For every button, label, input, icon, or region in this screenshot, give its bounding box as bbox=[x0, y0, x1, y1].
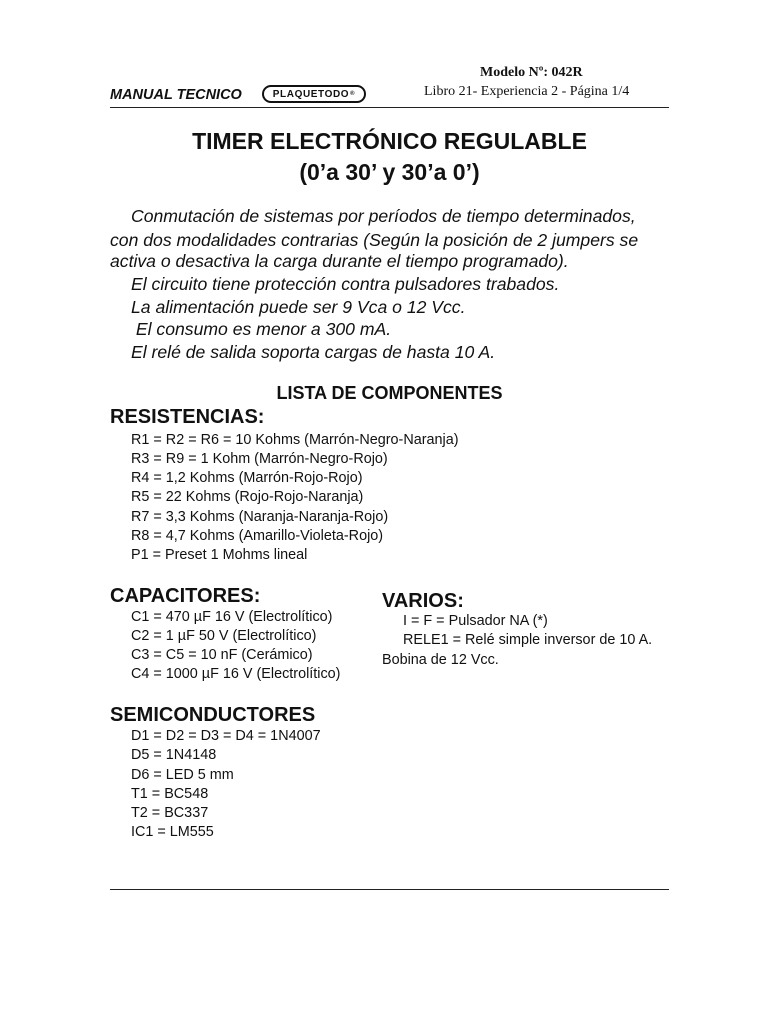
semiconductor-item: D5 = 1N4148 bbox=[131, 747, 217, 763]
intro-line: activa o desactiva la carga durante el tiempo programado). bbox=[110, 251, 569, 271]
intro-line: El circuito tiene protección contra pulsadores trabados. bbox=[131, 274, 560, 294]
components-heading: LISTA DE COMPONENTES bbox=[276, 383, 503, 403]
brand-logo-text: PLAQUETODO bbox=[272, 88, 350, 100]
semiconductores-heading: SEMICONDUCTORES bbox=[110, 704, 316, 726]
intro-line: con dos modalidades contrarias (Según la posición de 2 jumpers se bbox=[110, 230, 639, 250]
model-number: Modelo Nº: 042R bbox=[480, 65, 583, 80]
resistencias-heading: RESISTENCIAS: bbox=[110, 406, 265, 428]
capacitor-item: C1 = 470 µF 16 V (Electrolítico) bbox=[131, 609, 333, 625]
semiconductor-item: D6 = LED 5 mm bbox=[131, 767, 234, 783]
semiconductor-item: D1 = D2 = D3 = D4 = 1N4007 bbox=[131, 728, 321, 744]
intro-line: El relé de salida soporta cargas de hasta 10 A. bbox=[131, 342, 496, 362]
resistor-item: R7 = 3,3 Kohms (Naranja-Naranja-Rojo) bbox=[131, 509, 389, 525]
manual-label: MANUAL TECNICO bbox=[110, 87, 242, 103]
intro-line: El consumo es menor a 300 mA. bbox=[131, 319, 392, 339]
intro-line: La alimentación puede ser 9 Vca o 12 Vcc. bbox=[131, 297, 466, 317]
brand-logo bbox=[262, 85, 366, 103]
footer-rule bbox=[110, 889, 669, 890]
varios-heading: VARIOS: bbox=[382, 590, 464, 612]
page-title: TIMER ELECTRÓNICO REGULABLE bbox=[192, 128, 587, 154]
book-info: Libro 21- Experiencia 2 - Página 1/4 bbox=[424, 84, 630, 99]
page-subtitle: (0’a 30’ y 30’a 0’) bbox=[299, 159, 480, 185]
intro-line: Conmutación de sistemas por períodos de tiempo determinados, bbox=[131, 206, 636, 226]
header-rule bbox=[110, 107, 669, 108]
capacitor-item: C4 = 1000 µF 16 V (Electrolítico) bbox=[131, 666, 341, 682]
semiconductor-item: IC1 = LM555 bbox=[131, 824, 214, 840]
resistor-item: P1 = Preset 1 Mohms lineal bbox=[131, 547, 308, 563]
semiconductor-item: T2 = BC337 bbox=[131, 805, 209, 821]
capacitores-heading: CAPACITORES: bbox=[110, 585, 261, 607]
varios-item: Bobina de 12 Vcc. bbox=[382, 652, 499, 668]
capacitor-item: C3 = C5 = 10 nF (Cerámico) bbox=[131, 647, 313, 663]
resistor-item: R5 = 22 Kohms (Rojo-Rojo-Naranja) bbox=[131, 489, 364, 505]
registered-mark: ® bbox=[350, 91, 356, 97]
varios-item: RELE1 = Relé simple inversor de 10 A. bbox=[403, 632, 653, 648]
varios-item: I = F = Pulsador NA (*) bbox=[403, 613, 548, 629]
resistor-item: R1 = R2 = R6 = 10 Kohms (Marrón-Negro-Naranja) bbox=[131, 432, 459, 448]
resistor-item: R8 = 4,7 Kohms (Amarillo-Violeta-Rojo) bbox=[131, 528, 384, 544]
capacitor-item: C2 = 1 µF 50 V (Electrolítico) bbox=[131, 628, 317, 644]
semiconductor-item: T1 = BC548 bbox=[131, 786, 209, 802]
resistor-item: R3 = R9 = 1 Kohm (Marrón-Negro-Rojo) bbox=[131, 451, 388, 467]
resistor-item: R4 = 1,2 Kohms (Marrón-Rojo-Rojo) bbox=[131, 470, 363, 486]
